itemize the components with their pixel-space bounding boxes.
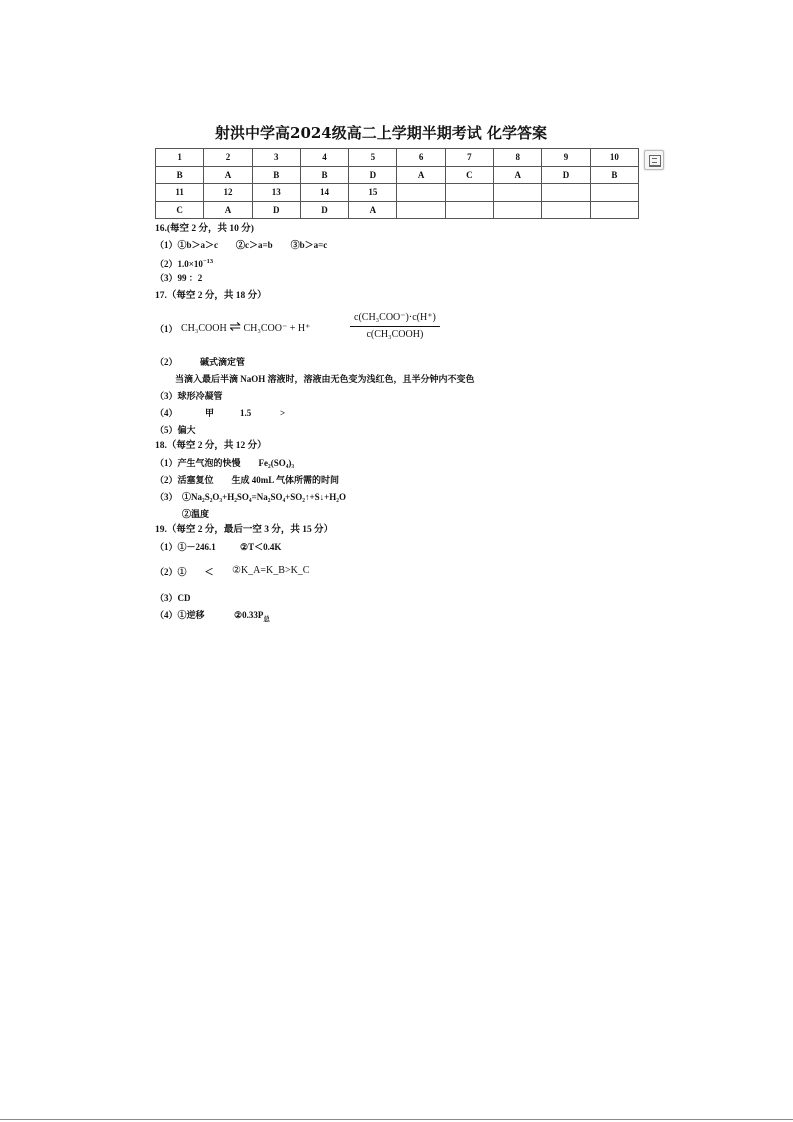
q19-part2-a: （2）① ＜ — [155, 567, 214, 577]
q18-part2: （2）活塞复位 生成 40mL 气体所需的时间 — [155, 475, 340, 485]
answer-cell — [590, 201, 638, 219]
q17-part1-label: （1） — [155, 324, 178, 334]
answer-cell: A — [349, 201, 397, 219]
q17-part5: （5）偏大 — [155, 425, 196, 435]
q17-part4-c: > — [280, 408, 286, 418]
answer-cell: B — [300, 166, 348, 184]
question-number-cell: 3 — [252, 149, 300, 167]
answer-cell — [445, 201, 493, 219]
q18-part1: （1）产生气泡的快慢 Fe₂(SO₄)₃ — [155, 458, 295, 468]
q18-heading: 18.（每空 2 分，共 12 分） — [155, 441, 267, 451]
question-number-cell: 9 — [542, 149, 590, 167]
q19-part4-b: $②0.33P_总$ — [234, 610, 270, 623]
q18-part3b: ②温度 — [182, 509, 210, 519]
q19-part2-b: ②K_A=K_B>K_C — [232, 565, 310, 576]
answer-cell: D — [542, 166, 590, 184]
question-number-cell — [445, 184, 493, 202]
question-number-cell — [397, 184, 445, 202]
question-number-cell: 2 — [204, 149, 252, 167]
q16-part3: （3）99 ：2 — [155, 273, 203, 283]
table-row — [156, 184, 639, 202]
question-number-cell: 4 — [300, 149, 348, 167]
answer-cell: A — [204, 201, 252, 219]
question-number-cell — [494, 184, 542, 202]
question-number-cell — [542, 184, 590, 202]
table-row — [156, 201, 639, 219]
answer-cell — [542, 201, 590, 219]
q17-part3: （3）球形冷凝管 — [155, 391, 223, 401]
q19-part1-b: ②T＜0.4K — [240, 542, 282, 552]
answer-cell: B — [252, 166, 300, 184]
question-number-cell: 12 — [204, 184, 252, 202]
q17-part4-a: 甲 — [205, 408, 215, 418]
q17-equation: CH₃COOH ⇌ CH₃COO⁻ + H⁺ — [181, 320, 311, 335]
q17-part2-label: （2） — [155, 357, 178, 367]
q19-part3: （3）CD — [155, 593, 191, 603]
page-title: 射洪中学高2024级高二上学期半期考试 化学答案 — [215, 124, 547, 142]
q17-frac-denominator: c(CH₃COOH) — [366, 329, 424, 340]
q17-heading: 17.（每空 2 分，共 18 分） — [155, 291, 267, 301]
question-number-cell: 14 — [300, 184, 348, 202]
table-row — [156, 149, 639, 167]
question-number-cell: 7 — [445, 149, 493, 167]
q17-part4-b: 1.5 — [240, 408, 252, 418]
answer-cell — [494, 201, 542, 219]
q16-part2: $(2)1.0\times 10^{-13}$ — [155, 258, 214, 269]
q19-heading: 19.（每空 2 分，最后一空 3 分，共 15 分） — [155, 525, 334, 535]
question-number-cell — [590, 184, 638, 202]
answer-cell: D — [300, 201, 348, 219]
page-bottom-rule — [0, 1119, 793, 1120]
fold-panel-icon[interactable] — [644, 150, 664, 170]
q17-part4-label: （4） — [155, 408, 178, 418]
question-number-cell: 6 — [397, 149, 445, 167]
answer-cell: B — [156, 166, 204, 184]
question-number-cell: 15 — [349, 184, 397, 202]
question-number-cell: 8 — [494, 149, 542, 167]
answer-cell: A — [204, 166, 252, 184]
question-number-cell: 5 — [349, 149, 397, 167]
question-number-cell: 1 — [156, 149, 204, 167]
question-number-cell: 11 — [156, 184, 204, 202]
q17-frac-numerator: c(CH₃COO⁻)·c(H⁺) — [350, 312, 440, 327]
answer-table — [155, 148, 639, 219]
answer-cell: A — [397, 166, 445, 184]
table-row — [156, 166, 639, 184]
q17-part2-b: 当滴入最后半滴 NaOH 溶液时，溶液由无色变为浅红色，且半分钟内不变色 — [175, 374, 475, 384]
q16-heading: 16.(每空 2 分，共 10 分) — [155, 224, 254, 234]
q16-exponent: −13 — [202, 258, 214, 265]
answer-cell: D — [349, 166, 397, 184]
answer-cell: B — [590, 166, 638, 184]
q19-part4-a: （4）①逆移 — [155, 610, 205, 620]
answer-cell: C — [156, 201, 204, 219]
answer-cell: D — [252, 201, 300, 219]
q17-part2-a: 碱式滴定管 — [200, 357, 246, 367]
question-number-cell: 13 — [252, 184, 300, 202]
question-number-cell: 10 — [590, 149, 638, 167]
q19-part1-a: （1）①－246.1 — [155, 542, 216, 552]
answer-cell: A — [494, 166, 542, 184]
q18-part3: （3） ①Na₂S₂O₃+H₂SO₄=Na₂SO₄+SO₂↑+S↓+H₂O — [155, 492, 346, 502]
q16-part1: （1）①b＞a＞c ②c＞a=b ③b＞a=c — [155, 240, 328, 250]
q19-subscript: 总 — [263, 615, 270, 623]
q17-ka-expression — [350, 312, 440, 341]
answer-cell: C — [445, 166, 493, 184]
answer-cell — [397, 201, 445, 219]
